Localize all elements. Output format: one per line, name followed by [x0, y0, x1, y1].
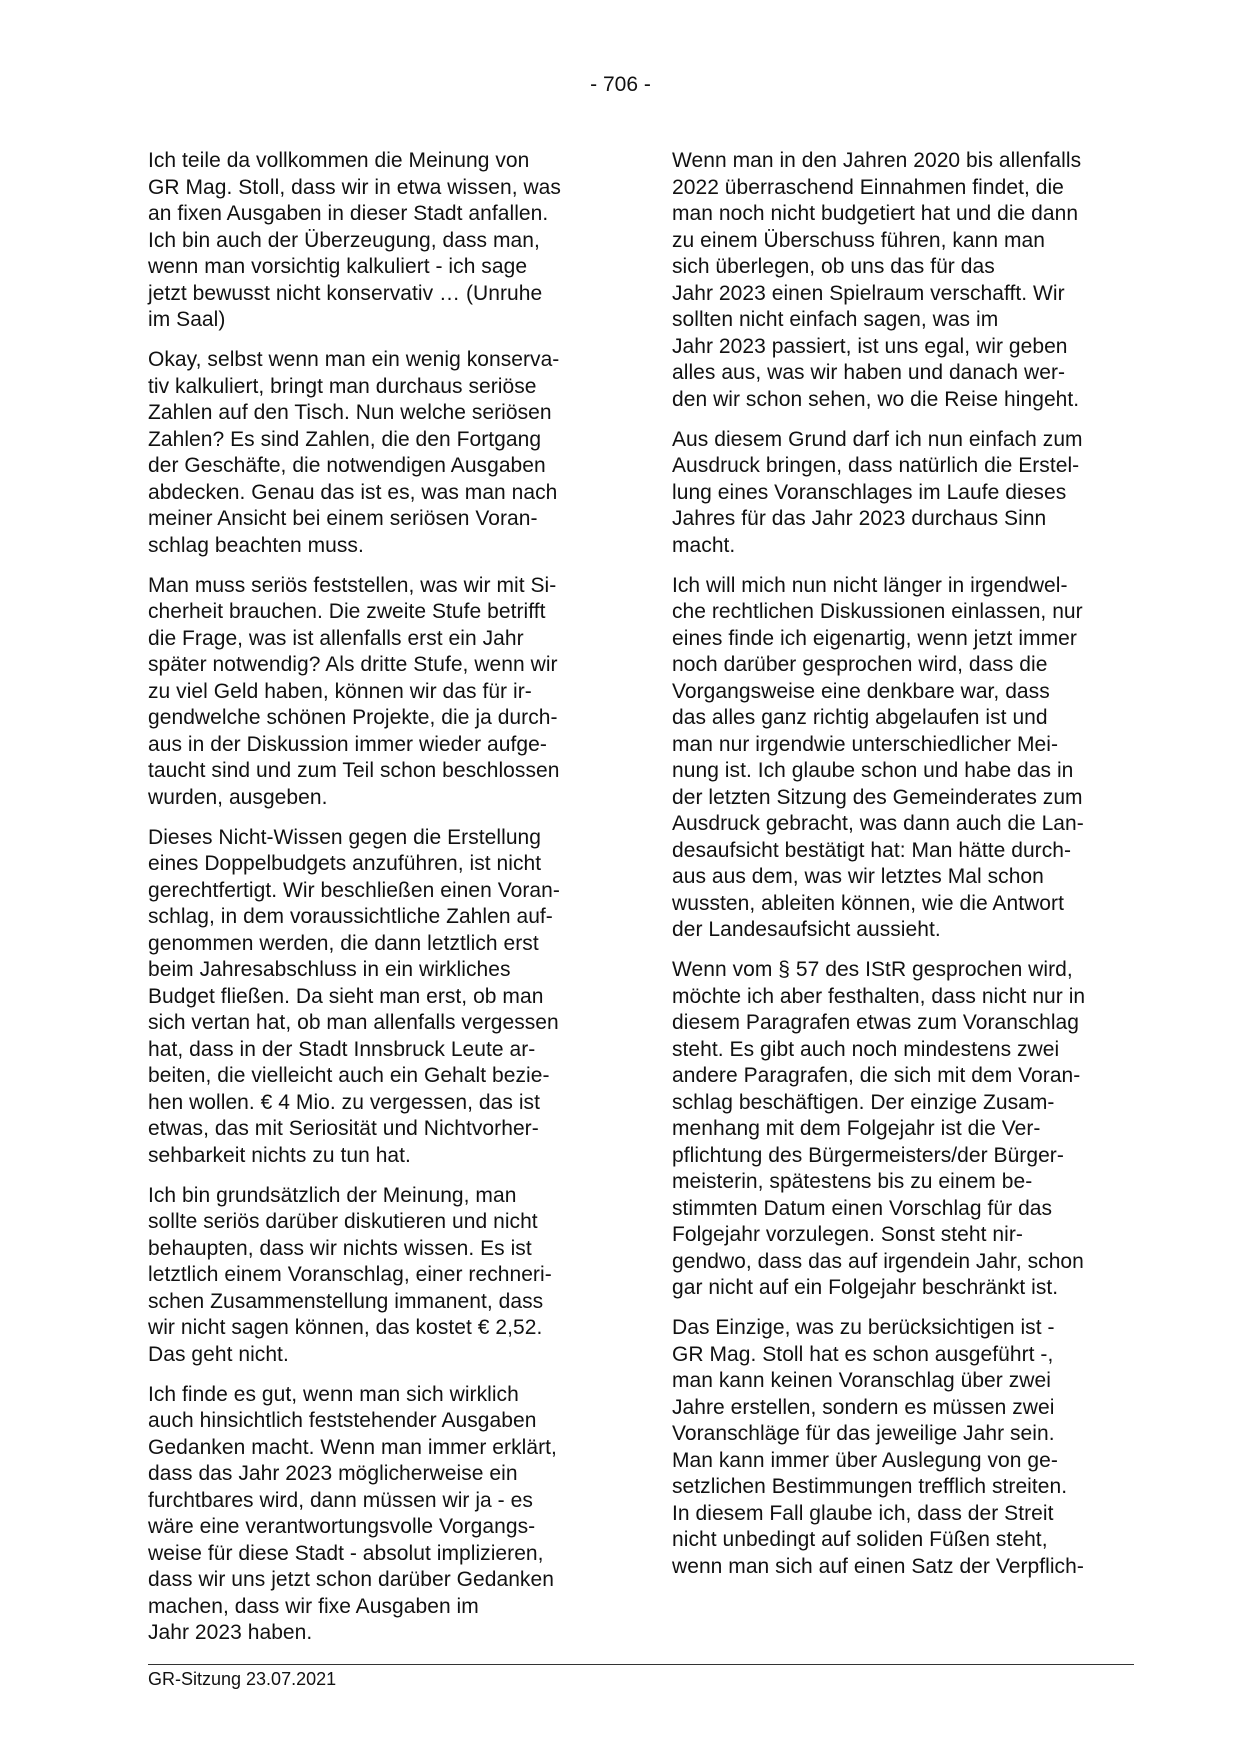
text-line: sollte seriös darüber diskutieren und nicht — [148, 1210, 538, 1233]
text-line: möchte ich aber festhalten, dass nicht nur in — [672, 984, 1086, 1008]
paragraph — [148, 148, 610, 334]
text-line: später notwendig? Als dritte Stufe, wenn wir — [148, 653, 558, 676]
text-line: sich überlegen, ob uns das für das — [672, 255, 995, 278]
text-line: gendwo, dass das auf irgendein Jahr, schon — [672, 1249, 1084, 1273]
text-line: Wenn man in den Jahren 2020 bis allenfalls — [672, 149, 1082, 172]
paragraph — [672, 148, 1134, 413]
text-line: machen, dass wir fixe Ausgaben im — [148, 1594, 479, 1618]
text-line: GR Mag. Stoll, dass wir in etwa wissen, was — [148, 175, 561, 199]
text-line: desaufsicht bestätigt hat: Man hätte durch- — [672, 838, 1072, 862]
text-line: Aus diesem Grund darf ich nun einfach zum — [672, 427, 1083, 451]
text-line: Jahr 2023 passiert, ist uns egal, wir geben — [672, 334, 1068, 358]
text-line: wussten, ableiten können, wie die Antwort — [672, 891, 1064, 915]
text-line: taucht sind und zum Teil schon beschlossen — [148, 759, 560, 782]
text-line: 2022 überraschend Einnahmen findet, die — [672, 175, 1064, 199]
text-line: das alles ganz richtig abgelaufen ist und — [672, 706, 1048, 729]
text-line: Man kann immer über Auslegung von ge- — [672, 1448, 1058, 1472]
text-line: furchtbares wird, dann müssen wir ja - es — [148, 1488, 533, 1512]
text-line: Ich finde es gut, wenn man sich wirklich — [148, 1382, 519, 1406]
text-line: schlag beachten muss. — [148, 533, 364, 557]
text-line: dass wir uns jetzt schon darüber Gedanken — [148, 1568, 554, 1591]
text-line: auch hinsichtlich feststehender Ausgaben — [148, 1409, 537, 1432]
text-line: aus in der Diskussion immer wieder aufge- — [148, 732, 547, 756]
paragraph — [672, 957, 1134, 1302]
text-line: schen Zusammenstellung immanent, dass — [148, 1289, 544, 1313]
paragraph — [148, 1382, 610, 1647]
text-line: Zahlen? Es sind Zahlen, die den Fortgang — [148, 427, 542, 451]
text-line: meiner Ansicht bei einem seriösen Voran- — [148, 507, 538, 530]
text-line: gendwelche schönen Projekte, die ja durch- — [148, 706, 558, 729]
text-line: man noch nicht budgetiert hat und die dann — [672, 202, 1079, 225]
paragraph — [672, 1315, 1134, 1580]
text-line: der Geschäfte, die notwendigen Ausgaben — [148, 454, 546, 477]
text-line: wurden, ausgeben. — [148, 785, 328, 809]
text-line: dass das Jahr 2023 möglicherweise ein — [148, 1462, 518, 1485]
page-number: - 706 - — [590, 73, 651, 96]
text-line: Ich bin grundsätzlich der Meinung, man — [148, 1183, 517, 1207]
text-line: wäre eine verantwortungsvolle Vorgangs- — [148, 1515, 536, 1538]
text-line: man kann keinen Voranschlag über zwei — [672, 1369, 1051, 1392]
paragraph — [672, 573, 1134, 944]
text-line: Jahr 2023 einen Spielraum verschafft. Wir — [672, 281, 1065, 305]
paragraph — [672, 427, 1134, 560]
right-column — [672, 148, 1134, 1594]
text-line: wir nicht sagen können, das kostet € 2,52. — [148, 1316, 543, 1339]
text-line: andere Paragrafen, die sich mit dem Voran- — [672, 1064, 1081, 1087]
text-line: wenn man sich auf einen Satz der Verpflich- — [672, 1554, 1084, 1578]
text-line: schlag, in dem voraussichtliche Zahlen auf- — [148, 905, 553, 928]
text-line: jetzt bewusst nicht konservativ … (Unruhe — [148, 281, 543, 305]
text-line: schlag beschäftigen. Der einzige Zusam- — [672, 1090, 1055, 1114]
text-line: hat, dass in der Stadt Innsbruck Leute ar- — [148, 1037, 536, 1061]
text-line: beiten, die vielleicht auch ein Gehalt bezie- — [148, 1064, 550, 1087]
text-line: aus aus dem, was wir letztes Mal schon — [672, 865, 1044, 888]
text-line: eines Doppelbudgets anzuführen, ist nicht — [148, 852, 542, 875]
text-line: Ich teile da vollkommen die Meinung von — [148, 149, 530, 172]
text-line: macht. — [672, 533, 736, 557]
paragraph — [148, 347, 610, 559]
text-line: man nur irgendwie unterschiedlicher Mei- — [672, 732, 1059, 756]
text-line: hen wollen. € 4 Mio. zu vergessen, das ist — [148, 1090, 540, 1114]
text-line: Das Einzige, was zu berücksichtigen ist - — [672, 1316, 1055, 1339]
text-line: Dieses Nicht-Wissen gegen die Erstellung — [148, 825, 542, 849]
text-line: steht. Es gibt auch noch mindestens zwei — [672, 1037, 1060, 1061]
text-line: an fixen Ausgaben in dieser Stadt anfallen. — [148, 202, 549, 225]
text-line: menhang mit dem Folgejahr ist die Ver- — [672, 1117, 1041, 1140]
text-line: alles aus, was wir haben und danach wer- — [672, 361, 1066, 384]
text-line: die Frage, was ist allenfalls erst ein Jahr — [148, 626, 524, 650]
text-line: Budget fließen. Da sieht man erst, ob man — [148, 984, 544, 1008]
text-line: beim Jahresabschluss in ein wirkliches — [148, 958, 511, 981]
text-line: Gedanken macht. Wenn man immer erklärt, — [148, 1435, 557, 1459]
text-line: In diesem Fall glaube ich, dass der Streit — [672, 1501, 1054, 1525]
text-line: wenn man vorsichtig kalkuliert - ich sage — [148, 255, 528, 278]
text-line: der letzten Sitzung des Gemeinderates zum — [672, 785, 1083, 809]
text-line: im Saal) — [148, 308, 226, 331]
text-line: abdecken. Genau das ist es, was man nach — [148, 480, 558, 504]
text-line: gar nicht auf ein Folgejahr beschränkt ist. — [672, 1276, 1059, 1299]
text-line: tiv kalkuliert, bringt man durchaus seriöse — [148, 374, 537, 398]
text-line: lung eines Voranschlages im Laufe dieses — [672, 480, 1067, 504]
text-line: Ausdruck bringen, dass natürlich die Erstel- — [672, 454, 1080, 477]
footer-session-date: GR-Sitzung 23.07.2021 — [148, 1669, 337, 1689]
text-line: Ausdruck gebracht, was dann auch die Lan- — [672, 812, 1084, 835]
paragraph — [148, 573, 610, 812]
text-line: GR Mag. Stoll hat es schon ausgeführt -, — [672, 1342, 1054, 1366]
text-line: Voranschläge für das jeweilige Jahr sein. — [672, 1422, 1055, 1445]
text-line: zu einem Überschuss führen, kann man — [672, 228, 1045, 252]
text-line: weise für diese Stadt - absolut implizieren, — [148, 1541, 544, 1565]
text-line: behaupten, dass wir nichts wissen. Es ist — [148, 1236, 532, 1260]
text-line: Ich will mich nun nicht länger in irgendwel- — [672, 573, 1068, 597]
paragraph — [148, 825, 610, 1170]
text-line: sich vertan hat, ob man allenfalls vergessen — [148, 1011, 559, 1034]
text-line: che rechtlichen Diskussionen einlassen, nur — [672, 600, 1083, 623]
text-line: Das geht nicht. — [148, 1342, 289, 1366]
text-line: Folgejahr vorzulegen. Sonst steht nir- — [672, 1223, 1023, 1246]
text-line: noch darüber gesprochen wird, dass die — [672, 653, 1048, 676]
text-line: gerechtfertigt. Wir beschließen einen Voran- — [148, 878, 560, 902]
text-line: letztlich einem Voranschlag, einer rechneri- — [148, 1263, 552, 1286]
text-line: diesem Paragrafen etwas zum Voranschlag — [672, 1011, 1079, 1034]
text-line: eines finde ich eigenartig, wenn jetzt immer — [672, 626, 1077, 650]
text-line: meisterin, spätestens bis zu einem be- — [672, 1170, 1033, 1193]
text-line: der Landesaufsicht aussieht. — [672, 918, 941, 941]
text-line: sehbarkeit nichts zu tun hat. — [148, 1143, 411, 1167]
text-line: cherheit brauchen. Die zweite Stufe betrifft — [148, 600, 546, 623]
text-line: Ich bin auch der Überzeugung, dass man, — [148, 228, 540, 252]
text-line: Zahlen auf den Tisch. Nun welche seriösen — [148, 401, 552, 424]
text-line: Jahre erstellen, sondern es müssen zwei — [672, 1395, 1055, 1419]
text-line: Jahres für das Jahr 2023 durchaus Sinn — [672, 507, 1047, 530]
text-line: etwas, das mit Seriosität und Nichtvorher- — [148, 1117, 539, 1140]
text-line: sollten nicht einfach sagen, was im — [672, 308, 999, 331]
text-line: den wir schon sehen, wo die Reise hingeht. — [672, 387, 1080, 411]
text-line: Okay, selbst wenn man ein wenig konserva- — [148, 348, 560, 371]
text-line: Wenn vom § 57 des IStR gesprochen wird, — [672, 958, 1073, 981]
text-line: Jahr 2023 haben. — [148, 1621, 313, 1644]
paragraph — [148, 1183, 610, 1369]
text-line: genommen werden, die dann letztlich erst — [148, 931, 539, 955]
text-line: stimmten Datum einen Vorschlag für das — [672, 1196, 1053, 1220]
footer-divider — [148, 1664, 1134, 1665]
text-line: nung ist. Ich glaube schon und habe das in — [672, 759, 1074, 782]
left-column — [148, 148, 610, 1660]
text-line: nicht unbedingt auf soliden Füßen steht, — [672, 1528, 1048, 1551]
text-line: setzlichen Bestimmungen trefflich streiten. — [672, 1475, 1068, 1498]
text-line: Man muss seriös feststellen, was wir mit Si- — [148, 573, 557, 597]
text-line: zu viel Geld haben, können wir das für ir- — [148, 679, 532, 703]
text-line: Vorgangsweise eine denkbare war, dass — [672, 679, 1050, 703]
text-line: pflichtung des Bürgermeisters/der Bürger- — [672, 1143, 1064, 1167]
